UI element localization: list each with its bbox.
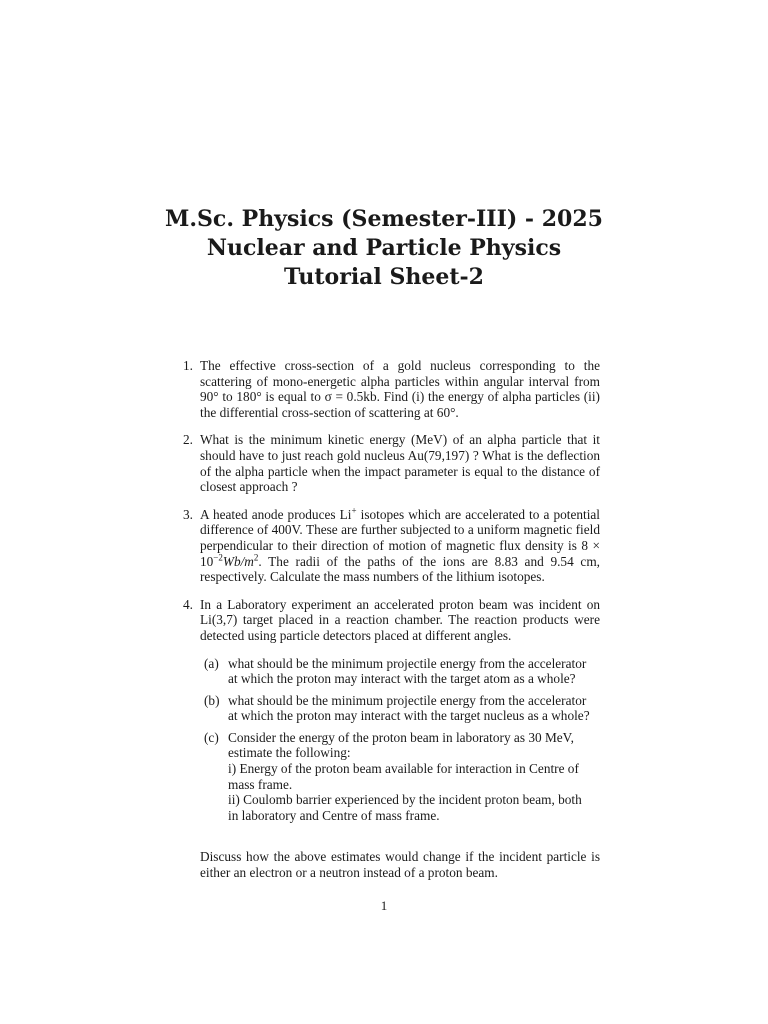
- title-sheet-line: Tutorial Sheet-2: [284, 264, 484, 290]
- sub-question-a: [200, 656, 600, 687]
- sub-question-line: what should be the minimum projectile energy from the accelerator: [228, 655, 587, 671]
- superscript-charge: +: [351, 505, 357, 516]
- question-number: 2.: [183, 432, 193, 448]
- sub-question-b: [200, 693, 600, 724]
- discussion-paragraph: Discuss how the above estimates would change if the incident particle is either an electron or a neutron instead of a proton beam.: [200, 849, 600, 881]
- question-text: [200, 507, 600, 585]
- question-text: The effective cross-section of a gold nucleus corresponding to the scattering of mono-energetic alpha particles within angular interval from 90° to 180° is equal to σ = 0.5kb. Find (i) the energy of alpha particles (ii) the differential cross-section of scattering at 60°.: [200, 358, 600, 420]
- sub-question-line: at which the proton may interact with the target nucleus as a whole?: [228, 708, 590, 724]
- question-1: [176, 358, 600, 420]
- sub-question-label: (c): [204, 729, 219, 745]
- title-course-line: M.Sc. Physics (Semester-III) - 2025: [165, 206, 603, 232]
- sub-question-label: (a): [204, 655, 219, 671]
- sub-question-line: i) Energy of the proton beam available for interaction in Centre of: [228, 761, 579, 777]
- question-text-part: . The radii of the paths of the ions are 8.83 and 9.54 cm, respectively. Calculate the mass numbers of the lithium isotopes.: [200, 553, 600, 585]
- sub-question-line: ii) Coulomb barrier experienced by the incident proton beam, both: [228, 792, 582, 808]
- superscript-exponent: −2: [213, 552, 223, 563]
- question-number: 4.: [183, 596, 193, 612]
- question-text: In a Laboratory experiment an accelerated proton beam was incident on Li(3,7) target placed in a reaction chamber. The reaction products were detected using particle detectors placed at different angles.: [200, 596, 600, 643]
- question-number: 3.: [183, 506, 193, 522]
- document-title: [0, 205, 768, 292]
- question-2: [176, 432, 600, 494]
- question-text: What is the minimum kinetic energy (MeV) of an alpha particle that it should have to just reach gold nucleus Au(79,197) ? What is the deflection of the alpha particle when the impact parameter is equal to the distance of closest approach ?: [200, 432, 600, 495]
- sub-question-line: at which the proton may interact with the target atom as a whole?: [228, 671, 576, 687]
- question-text-part: isotopes which are accelerated to a potential difference of 400V. These are further subjected to a uniform magnetic field perpendicular to their direction of motion of magnetic flux density is 8 × 10: [200, 506, 600, 569]
- sub-question-line: what should be the minimum projectile energy from the accelerator: [228, 692, 587, 708]
- question-3: [176, 507, 600, 585]
- sub-question-label: (b): [204, 692, 220, 708]
- sub-question-line: Consider the energy of the proton beam in laboratory as 30 MeV,: [228, 729, 574, 745]
- sub-question-c: [200, 730, 600, 824]
- sub-question-list: [200, 656, 600, 824]
- unit-text: Wb/m: [222, 553, 254, 569]
- sub-question-line: mass frame.: [228, 776, 293, 792]
- sub-question-line: in laboratory and Centre of mass frame.: [228, 807, 440, 823]
- page-number: 1: [380, 898, 388, 913]
- question-number: 1.: [183, 358, 193, 373]
- superscript-exponent: 2: [253, 552, 259, 563]
- question-4: [176, 597, 600, 824]
- question-text-part: A heated anode produces Li: [200, 506, 352, 522]
- title-subject-line: Nuclear and Particle Physics: [206, 235, 562, 261]
- sub-question-line: estimate the following:: [228, 745, 351, 761]
- question-list: [176, 358, 600, 881]
